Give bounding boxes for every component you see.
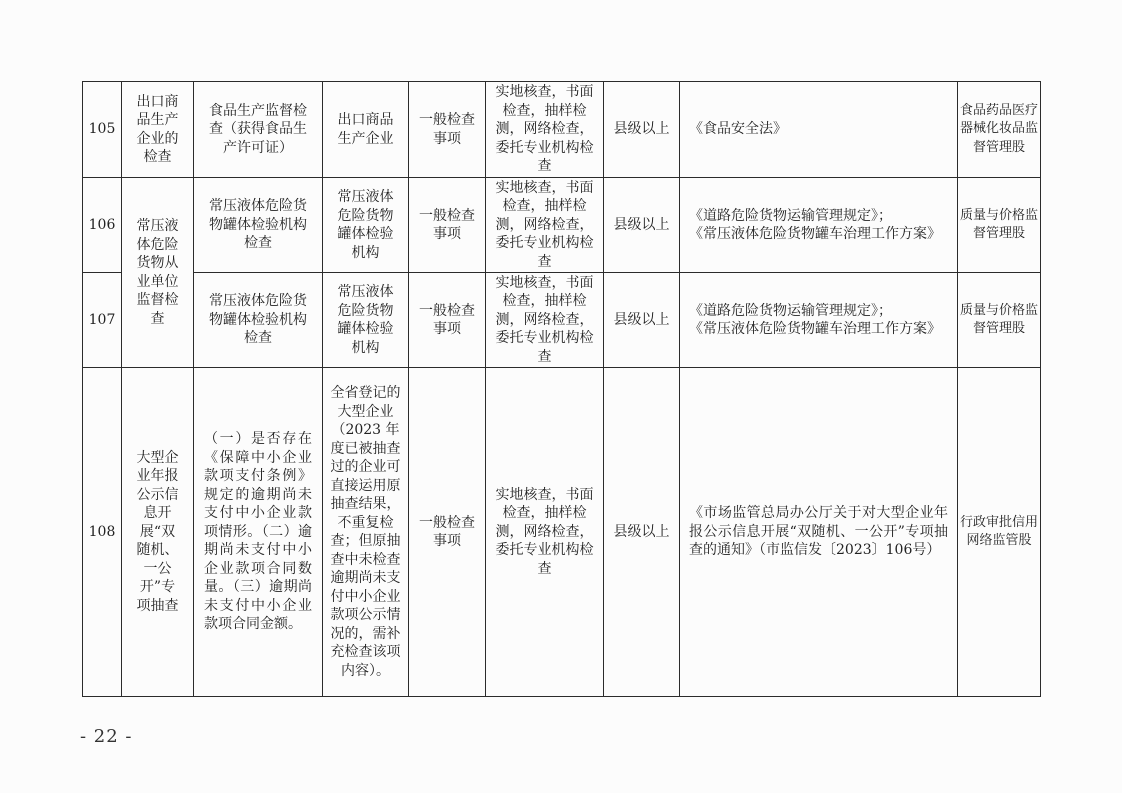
row-108-type: 一般检查事项 (419, 514, 475, 549)
row-105-number-cell (83, 82, 122, 178)
row-107-basis-cell (680, 273, 958, 368)
row-106-content-cell (194, 178, 323, 273)
row-106-content: 常压液体危险货物罐体检验机构检查 (209, 198, 307, 252)
row-105-type: 一般检查事项 (419, 112, 475, 147)
row-105-item-name-cell (122, 82, 194, 178)
row-108-department: 行政审批信用网络监管股 (960, 514, 1039, 548)
row-108-number: 108 (88, 523, 116, 540)
row-106-object-cell (323, 178, 409, 273)
row-107-basis-line-1: 《道路危险货物运输管理规定》； (689, 302, 892, 319)
row-108-object: 全省登记的大型企业（2023 年度已被抽查过的企业可直接运用原抽查结果，不重复检查；但原抽查中未检查逾期尚未支付中小企业款项公示情况的，需补充检查该项内容）。 (330, 385, 401, 679)
row-108-item-name: 大型企业年报公示信息开展“双随机、一公开”专项抽查 (136, 449, 179, 614)
row-105-basis-cell (680, 82, 958, 178)
row-108-method: 实地核查，书面检查，抽样检测，网络检查，委托专业机构检查 (495, 486, 594, 577)
row-108-content: （一）是否存在《保障中小企业款项支付条例》规定的逾期尚未支付中小企业款项情形。（二）逾期尚未支付中小企业款项合同数量。（三）逾期尚未支付中小企业款项合同金额。 (204, 431, 312, 633)
row-106-method-cell (486, 178, 604, 273)
row-107-number-cell (83, 273, 122, 368)
row-105-content-cell (194, 82, 323, 178)
row-107-method: 实地核查，书面检查，抽样检测，网络检查，委托专业机构检查 (495, 274, 594, 365)
row-106-number-cell (83, 178, 122, 273)
row-105-item-name: 出口商品生产企业的检查 (136, 93, 179, 165)
row-105-method-cell (486, 82, 604, 178)
row-107-object: 常压液体危险货物罐体检验机构 (337, 284, 394, 356)
row-107-department-cell (958, 273, 1041, 368)
row-108-level-cell (604, 368, 680, 697)
row-106-107-item-name: 常压液体危险货物从业单位监督检查 (136, 218, 179, 327)
row-108-level: 县级以上 (613, 523, 670, 540)
row-107-content: 常压液体危险货物罐体检验机构检查 (209, 293, 307, 347)
row-106-department: 质量与价格监督管理股 (960, 207, 1039, 241)
row-108-object-cell (323, 368, 409, 697)
row-106-type-cell (409, 178, 486, 273)
row-107-department: 质量与价格监督管理股 (960, 302, 1039, 336)
row-105-method: 实地核查，书面检查，抽样检测，网络检查，委托专业机构检查 (495, 84, 594, 175)
row-108-basis-cell (680, 368, 958, 697)
row-105-basis-line-1: 《食品安全法》 (689, 121, 787, 138)
row-106-type: 一般检查事项 (419, 207, 475, 242)
row-107-level: 县级以上 (613, 311, 670, 328)
row-108-department-cell (958, 368, 1041, 697)
row-108-content-cell (194, 368, 323, 697)
row-106-basis-cell (680, 178, 958, 273)
row-106-basis-line-2: 《常压液体危险货物罐车治理工作方案》 (689, 226, 941, 242)
row-107-content-cell (194, 273, 323, 368)
row-108-basis-line-1: 《市场监管总局办公厅关于对大型企业年报公示信息开展“双随机、一公开”专项抽查的通知》（市监信发〔2023〕106号） (689, 505, 948, 559)
page-number: - 22 - (80, 726, 133, 747)
row-107-type-cell (409, 273, 486, 368)
row-106-method: 实地核查，书面检查，抽样检测，网络检查，委托专业机构检查 (495, 179, 594, 270)
row-106-107-item-name-cell (122, 178, 194, 368)
row-108-basis (689, 504, 948, 560)
row-107-level-cell (604, 273, 680, 368)
row-106-level-cell (604, 178, 680, 273)
row-108-method-cell (486, 368, 604, 697)
row-106-basis-line-1: 《道路危险货物运输管理规定》； (689, 207, 892, 224)
row-107-basis (689, 302, 948, 339)
row-108-item-name-cell (122, 368, 194, 697)
row-107-object-cell (323, 273, 409, 368)
row-107-method-cell (486, 273, 604, 368)
row-105-department-cell (958, 82, 1041, 178)
row-105-number: 105 (88, 121, 116, 138)
row-105-level-cell (604, 82, 680, 178)
row-105-object-cell (323, 82, 409, 178)
row-105-level: 县级以上 (613, 121, 670, 138)
row-108-number-cell (83, 368, 122, 697)
inspection-items-table (82, 81, 1041, 697)
row-107-type: 一般检查事项 (419, 302, 475, 337)
row-105-basis (689, 120, 948, 139)
row-106-number: 106 (88, 216, 116, 233)
row-106-department-cell (958, 178, 1041, 273)
row-105-content: 食品生产监督检查（获得食品生产许可证） (209, 102, 307, 156)
row-105-department: 食品药品医疗器械化妆品监督管理股 (960, 102, 1039, 155)
row-108-type-cell (409, 368, 486, 697)
row-106-basis (689, 207, 948, 244)
row-107-basis-line-2: 《常压液体危险货物罐车治理工作方案》 (689, 321, 941, 337)
row-105-type-cell (409, 82, 486, 178)
row-106-level: 县级以上 (613, 216, 670, 233)
row-107-number: 107 (88, 311, 116, 328)
row-106-object: 常压液体危险货物罐体检验机构 (337, 189, 394, 261)
row-105-object: 出口商品生产企业 (337, 112, 394, 147)
